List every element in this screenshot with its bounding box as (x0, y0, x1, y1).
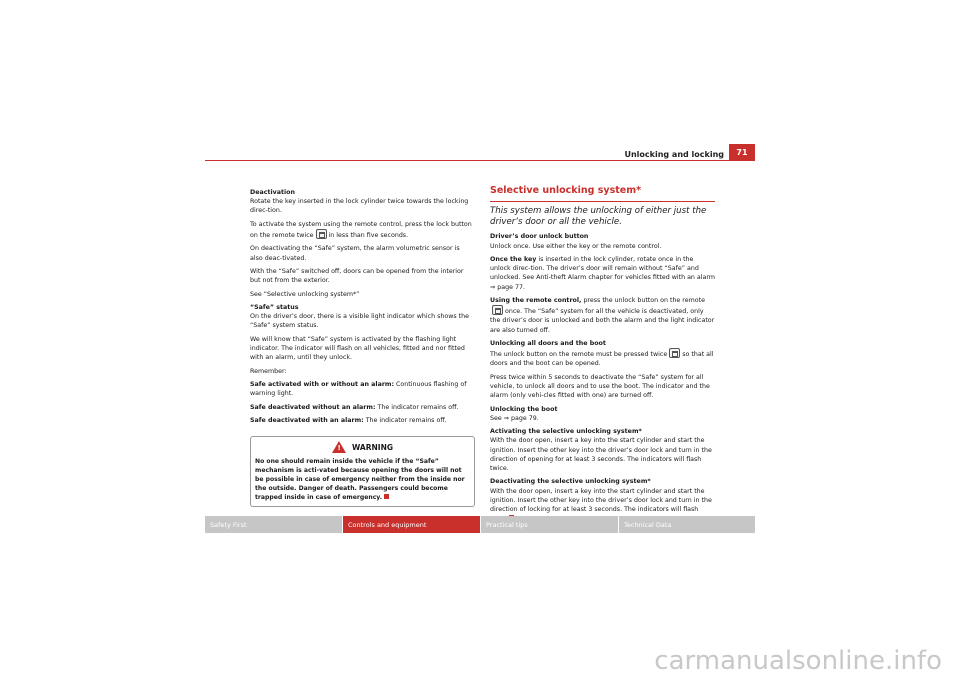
activate-selective-heading: Activating the selective unlocking system* (490, 428, 642, 436)
driver-unlock-text: Unlock once. Use either the key or the remote control. (490, 242, 662, 250)
remember-label: Remember: (250, 367, 287, 375)
tab-controls-equipment[interactable]: Controls and equipment (343, 516, 480, 533)
header-rule (205, 160, 729, 161)
driver-unlock-heading: Driver’s door unlock button (490, 233, 589, 241)
remote-control-text-b: once. The “Safe” system for all the vehicle is deactivated, only the driver’s door is unlocked and both the alarm and the light indicator are also turned off. (490, 308, 715, 334)
safe-activated-label: Safe activated with or without an alarm: (250, 380, 395, 388)
once-key-label: Once the key (490, 255, 537, 263)
right-column (490, 185, 715, 528)
unlock-all-text-a: The unlock button on the remote must be pressed twice (490, 351, 668, 359)
section-rule (490, 201, 715, 202)
unlock-boot-text: See ⇒ page 79. (490, 414, 539, 422)
unlock-boot-heading: Unlocking the boot (490, 405, 558, 413)
deactivate-selective-text: With the door open, insert a key into the start cylinder and start the ignition. Insert the other key into the driver’s door lock and turn in the direction of locking for at least 3 seconds. The indicators will flash (490, 487, 712, 513)
warning-title: WARNING (351, 442, 393, 452)
remote-activation-text-a: To activate the system using the remote control, press the lock button on the remote twice (250, 220, 472, 239)
remote-control-label: Using the remote control, (490, 296, 582, 304)
unlock-all-text-b: so that all doors and the boot can be opened. (490, 351, 714, 368)
safe-switched-off-text: With the “Safe” switched off, doors can be opened from the interior but not from the exterior. (250, 267, 464, 285)
safe-activated-text: Continuous flashing of warning light. (250, 380, 467, 398)
unlock-all-heading: Unlocking all doors and the boot (490, 339, 606, 347)
warning-header (251, 441, 474, 453)
see-selective-text: See “Selective unlocking system*” (250, 290, 360, 298)
warning-box (250, 436, 475, 507)
lock-key-icon (316, 229, 327, 239)
safe-deactivation-text: On deactivating the “Safe” system, the alarm volumetric sensor is also deac-tivated. (250, 245, 460, 262)
footer-tabs (205, 516, 755, 533)
left-column (250, 188, 473, 429)
chapter-title: Unlocking and locking (624, 150, 724, 159)
safe-deactivated-no-alarm-label: Safe deactivated without an alarm: (250, 403, 376, 411)
warning-body (251, 453, 474, 506)
safe-status-text: On the driver’s door, there is a visible light indicator which shows the “Safe” system status. (250, 313, 469, 330)
safe-deactivated-alarm-label: Safe deactivated with an alarm: (250, 416, 364, 424)
remote-control-text-a: press the unlock button on the remote (581, 296, 705, 304)
tab-safety-first[interactable]: Safety First (205, 516, 342, 533)
deactivation-heading: Deactivation (250, 189, 295, 196)
safe-status-heading: “Safe” status (250, 303, 299, 311)
press-twice-text: Press twice within 5 seconds to deactivate the “Safe” system for all vehicle, to unlock all doors and to use the boot. The indicator and the alarm (only vehi-cles fitted with one) are turned off. (490, 373, 710, 400)
tab-practical-tips[interactable]: Practical tips (481, 516, 618, 533)
safe-deactivated-alarm-text: The indicator remains off. (363, 416, 447, 424)
end-mark-icon (384, 494, 389, 499)
remote-activation-text-b: in less than five seconds. (328, 232, 409, 239)
deactivation-text: Rotate the key inserted in the lock cylinder twice towards the locking direc-tion. (250, 198, 469, 215)
section-title: Selective unlocking system* (490, 185, 642, 196)
section-intro: This system allows the unlocking of either just the driver’s door or all the vehicle. (490, 206, 707, 228)
warning-triangle-icon: ! (332, 441, 346, 453)
warning-text: No one should remain inside the vehicle if the “Safe” mechanism is acti-vated because opening the doors will not be possible in case of emergency neither from the inside nor the outside. Danger of death. Passengers could become trapped inside in case of emergency. (255, 458, 465, 501)
unlock-key-icon (492, 305, 503, 315)
flashing-indicator-text: We will know that “Safe” system is activated by the flashing light indicator. The indicator will flash on all vehicles, fitted and nor fitted with an alarm, until they unlock. (250, 335, 465, 362)
unlock-key-icon-2 (669, 348, 680, 358)
safe-deactivated-no-alarm-text: The indicator remains off. (375, 403, 459, 411)
tab-technical-data[interactable]: Technical Data (619, 516, 755, 533)
deactivate-selective-heading: Deactivating the selective unlocking system* (490, 478, 651, 486)
page-number: 71 (729, 144, 755, 161)
watermark: carmanualsonline.info (654, 646, 942, 676)
once-key-text: is inserted in the lock cylinder, rotate once in the unlock direc-tion. The driver’s door will remain without “Safe” and unlocked. See Anti-theft Alarm chapter for vehicles fitted with an alarm ⇒ page 77. (490, 255, 715, 291)
activate-selective-text: With the door open, insert a key into the start cylinder and start the ignition. Insert the other key into the driver’s door lock and turn in the direction of opening for at least 3 seconds. The indicators will flash twice. (490, 437, 712, 472)
